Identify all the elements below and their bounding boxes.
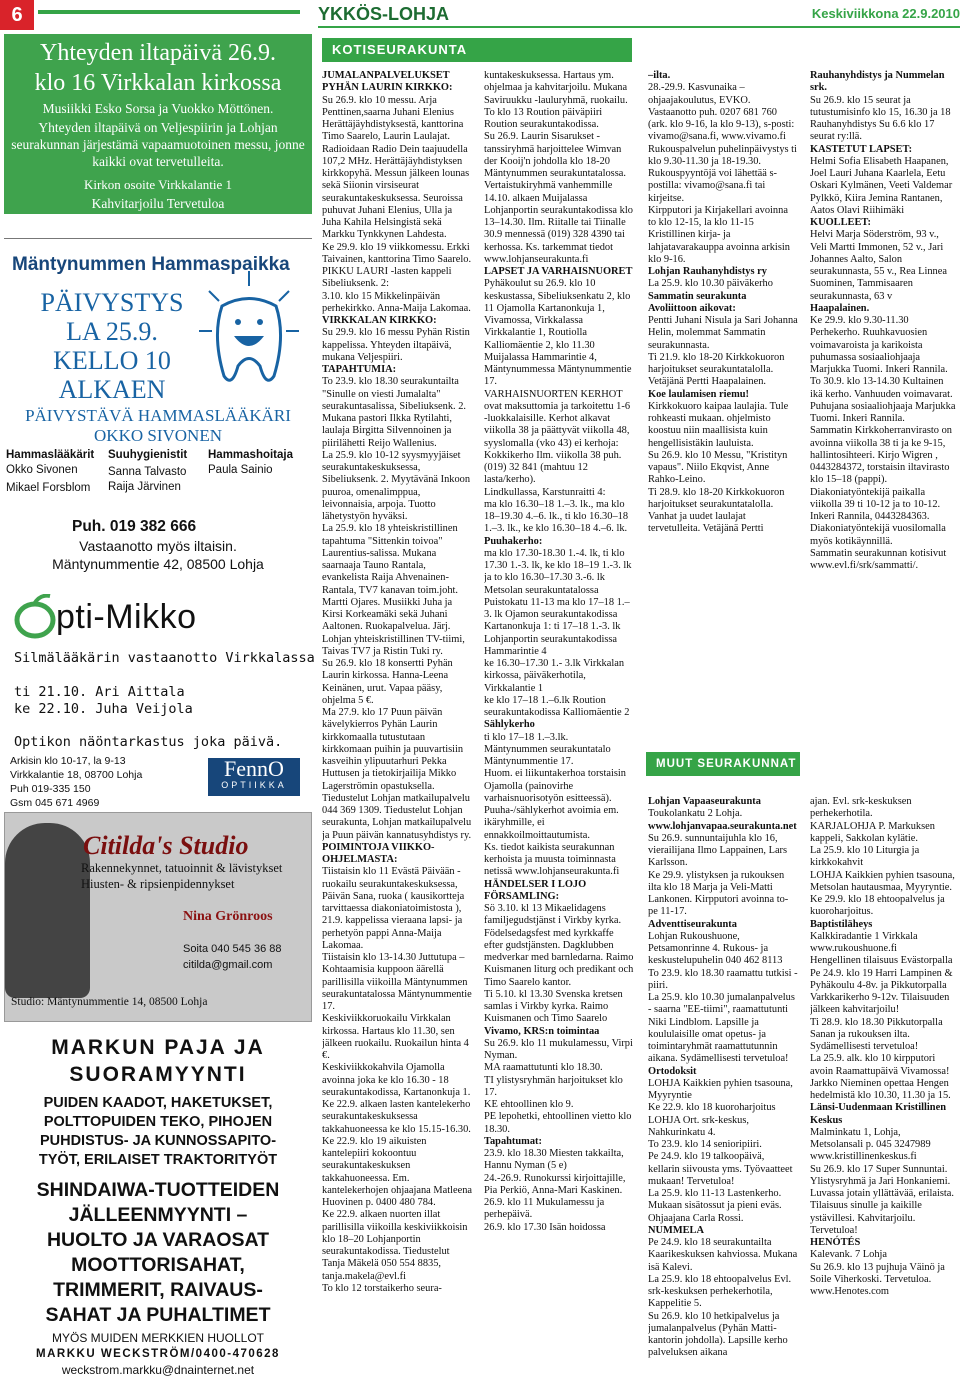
paja-contact: MARKKU WECKSTRÖM/0400-470628 <box>36 1348 280 1360</box>
meeting-addr-1: Kirkon osoite Virkkalantie 1 <box>83 177 233 192</box>
paragraph: Su 26.9. klo 18 konsertti Pyhän Laurin kirkossa. Hanna-Leena Keinänen, urut. Vapaa pääsy, ohjelma 5 €. <box>322 658 453 706</box>
meeting-music: Musiikki Esko Sorsa ja Vuokko Möttönen. <box>42 101 274 116</box>
paragraph: LOHJA Kaikkien pyhien tsasouna, Myyryntie <box>648 1077 793 1101</box>
paragraph: Pyhäkoulut su 26.9. klo 10 keskustassa, Sibeliuksenkatu 2, klo 11 Ojamolla Kartanonkuja 1, Vivamossa, Virkkalassa Virkkalantie 1, Routiolla Kalliomäentie 2, klo 11.30 Muijalassa Hammarintie 4, Mäntynummessa Mäntynummentie 17. <box>484 278 632 388</box>
studio-email: citilda@gmail.com <box>183 959 273 971</box>
paragraph: Lohjan Vapaaseurakunta <box>648 796 761 807</box>
opti-line-1: Silmälääkärin vastaanotto Virkkalassa <box>14 650 315 666</box>
paragraph: Keskiviikkoruokailu Virkkalan kirkossa. Hartaus klo 11.30, sen jälkeen ruokailu. Ruokailun hinta 4 €. <box>322 1013 469 1061</box>
paragraph: Rauhanyhdistys ja Nummelan srk. <box>810 70 945 94</box>
paragraph: Ke 22.9. alkaen nuorten illat parillisilla viikoilla keskiviikkoisin klo 18–20 Lohjanportin seurakuntakodissa. Tiedustelut Tanja Mäkelä 050 554 8835, tanja.makela@evl.fi <box>322 1209 468 1282</box>
paper-name: YKKÖS-LOHJA <box>318 4 450 24</box>
header-rule-right <box>318 26 960 28</box>
paragraph: Tiistaisin klo 11 Evästä Päivään -ruokailu seurakuntakeskuksessa, Päivän Sana, ruoka ( kausikorttejа tarvittaessa diakoniatoimistosta ), 21.9. kappelissa vieraana lapsi- ja perhetyön pappi Anna-Maija Lakomaa. <box>322 866 465 951</box>
paragraph: PYHÄN LAURIN KIRKKO: <box>322 82 453 94</box>
paja-email: weckstrom.markku@dnainternet.net <box>61 1363 255 1377</box>
studio-address: Studio: Mäntynummentie 14, 08500 Lohja <box>11 996 208 1008</box>
dental-evening: Vastaanotto myös iltaisin. <box>79 538 237 554</box>
studio-owner: Nina Grönroos <box>183 909 273 924</box>
opti-line-2: ti 21.10. Ari Aittala <box>14 684 185 700</box>
paragraph: La 25.9. klo 10.30 jumalanpalvelus - saarna "EE-tiimi", raamattutunti Niki Lindblom. Lapsille ja koululaisille omat opetus- ja toimintaryhmät raamattutunnin aikana. Sydämellisesti tervetuloa! <box>648 992 795 1065</box>
paja-service: TYÖT, ERILAISET TRAKTORITYÖT <box>38 1152 278 1168</box>
paragraph: TI ylistysryhmän harjoitukset klo 17. <box>484 1074 623 1098</box>
paragraph: Kristillinen kirja- ja lahjatavarakauppa avoinna arkisin klo 9-16. <box>648 229 790 265</box>
paragraph: Pe 24.9. klo 19 talkoopäivä, kellarin siivousta yms. Työvaatteet mukaan! Tervetuloa! <box>648 1151 793 1187</box>
paragraph: 24.-26.9. Runokurssi kirjoittajille, Pia Perkiö, Anna-Mari Kaskinen. <box>484 1172 626 1196</box>
hygienists <box>108 448 187 495</box>
meeting-addr-2: Kahvitarjoilu Tervetuloa <box>91 196 225 211</box>
dental-big-1: PÄIVYSTYS <box>40 288 184 317</box>
paja-product: JÄLLEENMYYNTI – <box>68 1204 248 1226</box>
paragraph: 26.9. klo 17.30 Isän hoidossa <box>484 1221 606 1233</box>
paragraph: ma klo 17.30-18.30 1.-4. lk, ti klo 17.30 1.-3. lk, ke klo 18–19 1.-3. lk ja to klo 16.30–17.30 3.-6. lk Metsolan seurakuntatalossa Puistokatu 11-13 ma klo 17–18 1.–3. lk Ojamon seurakuntakodissa Kartanonkuja 1: ti 17–18 1.-3. lk Lohjanportin seurakuntakodissa Hammarintie 4 <box>484 547 632 657</box>
paragraph: KUOLLEET: <box>810 217 872 228</box>
paragraph: Sählykerho <box>484 719 535 731</box>
paja-title-1: MARKUN PAJA JA <box>51 1036 265 1059</box>
paragraph: Su 26.9. klo 10 hetkipalvelus ja jumalanpalvelus (Pyhän Matti-kantorin johdolla). Lapsille kerho palveluksen aikana <box>648 1310 788 1359</box>
paragraph: To 23.9. klo 18.30 seurakuntailta "Sinulle on viesti Jumalalta" seurakuntasalissa, Sibeliuksenk. 2. Mukana pastori Ilkka Rytilahti, laulaja Birgitta Silvennoinen ja piirilähetti Reijo Wallenius. <box>322 376 467 449</box>
paragraph: Vivamo, KRS:n toimintaa <box>484 1025 600 1037</box>
paragraph: Ti 28.9. klo 18.30 Pikkutorpalla Sanan ja rukouksen ilta. Sydämellisesti tervetuloa! <box>810 1016 943 1052</box>
paragraph: 26.9. klo 11 Mukulamessu ja perhepäivä. <box>484 1197 605 1221</box>
paragraph: Ti 5.10. kl 13.30 Svenska kretsen samlas i Virkby kyrka. Raimo Kuismanen och Timo Saarelo <box>484 988 623 1025</box>
paragraph: La 25.9. klo 18 ehtoopalvelus Evl. srk-keskuksen perhekerhotila, Kappelitie 5. <box>648 1273 792 1310</box>
column-2 <box>484 70 634 1390</box>
paragraph: Ti 21.9. klo 18-20 Kirkkokuoron harjoitukset seurakuntatalolla. Vetäjänä Pertti Haapalainen. <box>648 351 785 388</box>
paragraph: Ke 29.9. klo 18 ehtoopalvelus ja kuoroharjoitus. <box>810 894 945 918</box>
paja-product: SHINDAIWA-TUOTTEIDEN <box>36 1179 280 1201</box>
dentist-name: Okko Sivonen <box>6 464 78 476</box>
paragraph: VARHAISNUORTEN KERHOT ovat maksuttomia ja tarkoitettu 1-6 -luokkalaisille. Kerhot alkavat viikolla 38 ja päättyvät viikolla 48, syyslomalla (vko 43) ei kerhoja: <box>484 388 631 449</box>
paragraph: Koe laulamisen riemu! <box>648 388 750 400</box>
column-1 <box>322 70 472 1390</box>
paragraph: Kalkkiradantie 1 Virkkala www.rukoushuone.fi <box>810 930 918 954</box>
dental-big-2: LA 25.9. <box>66 317 158 346</box>
paragraph: Su 26.9. klo 17 Super Sunnuntai. Ylistysryhmä ja Jari Honkaniemi. Luvassa jotain yllättävää, erilaista. Tilaisuus sinulle ja kaikille ystävillesi. Kahvitarjoilu. Tervetuloa! <box>810 1163 954 1236</box>
paragraph: Haapalainen. <box>810 302 870 314</box>
paragraph: La 25.9. klo 11-13 Lastenkerho. Mukaan sisätossut ja pieni eväs. Ohjaajana Carla Rossi. <box>648 1188 782 1224</box>
paragraph: Ke 29.9. ylistyksen ja rukouksen ilta klo 18 Marja ja Veli-Matti Lankonen. Kirpputori avoinna to-pe 11-17. <box>648 869 789 918</box>
dentists-heading: Hammaslääkärit <box>6 449 95 461</box>
paragraph: Avoliittoon aikovat: <box>648 302 736 314</box>
paragraph: Ke 29.9. klo 9.30-11.30 Perhekerho. Ruuhkavuosien voimavaroista ja karikoista puhumassa sosiaaliohjaaja Marjukka Tuomi. Inkeri Rannila. <box>810 315 948 375</box>
paragraph: Kirkkokuoro kaipaa laulajia. Tule rohkeasti mukaan. ohjelmisto koostuu niin maallisista kuin hengellisistäkin lauluista. <box>648 400 789 449</box>
paragraph: Rukouspalvelun puhelinpäivystys ti klo 9.30-11.30 ja 18-19.30. Rukouspyyntöjä voi lähettää s-postilla: vivamo@sana.fi tai kirjeitse. <box>648 143 797 204</box>
hygienist-name: Raija Järvinen <box>108 481 181 493</box>
paragraph: PE lepohetki, ehtoollinen vietto klo 18.30. <box>484 1111 632 1135</box>
header-rule-left <box>38 10 300 14</box>
paragraph: POIMINTOJA VIIKKO-OHJELMASTA: <box>322 841 435 865</box>
fenno-sub: OPTIIKKA <box>221 780 287 790</box>
paragraph: Helmi Sofia Elisabeth Haapanen, Joel Lauri Juhana Kaarlela, Eetu Oskari Kylmänen, Veeti Valdemar Pylkkö, Kiira Jemina Rantanen, Aatos Olavi Riihimäki <box>810 155 953 216</box>
paragraph: Lohjan Rauhanyhdistys ry <box>648 266 767 277</box>
studio-desc-2: Hiusten- & ripsienpidennykset <box>81 877 235 891</box>
dental-name: Mäntynummen Hammaspaikka <box>12 254 290 275</box>
paja-product: SAHAT JA PUHALTIMET <box>45 1304 271 1326</box>
paragraph: ti klo 17–18 1.–3.lk. Mäntynummen seurakuntatalo Mäntynummentie 17. <box>484 731 611 767</box>
paja-product: TRIMMERIT, RAIVAUS- <box>53 1279 263 1301</box>
paragraph: Tapahtumat: <box>484 1135 542 1147</box>
opti-gsm: Gsm 045 671 4969 <box>10 797 100 809</box>
paragraph: Ke 22.9. klo 18 kuoroharjoitus LOHJA Ort. srk-keskus, Nahkurinkatu 4. <box>648 1102 776 1138</box>
dental-big-4: ALKAEN <box>58 375 166 404</box>
paja-product: HUOLTO JA VARAOSAT <box>46 1229 270 1251</box>
paja-other-brands: MYÖS MUIDEN MERKKIEN HUOLLOT <box>51 1331 265 1345</box>
paragraph: ajan. Evl. srk-keskuksen perhekerhotila. <box>810 796 912 820</box>
paragraph: Ti 28.9. klo 18-20 Kirkkokuoron harjoitukset seurakuntatalolla. Vanhat ja uudet laulajat tervetulleita. Vetäjänä Pertti <box>648 486 785 535</box>
dental-sub-1: PÄIVYSTÄVÄ HAMMASLÄÄKÄRI <box>25 406 291 425</box>
studio-phone: Soita 040 545 36 88 <box>183 943 282 955</box>
paja-service: PUHDISTUS- JA KUNNOSSAPITO- <box>39 1133 277 1149</box>
paragraph: Kalevank. 7 Lohja <box>810 1249 888 1261</box>
paja-ad <box>4 1026 312 1394</box>
paja-title-2: SUORAMYYNTI <box>69 1063 247 1086</box>
paragraph: NUMMELA <box>648 1224 704 1236</box>
hygienist-name: Sanna Talvasto <box>108 466 187 478</box>
dental-address: Mäntynummentie 42, 08500 Lohja <box>52 556 264 572</box>
paragraph: Länsi-Uudenmaan Kristillinen Keskus <box>810 1102 946 1126</box>
paragraph: Adventtiseurakunta <box>648 918 737 930</box>
paragraph: To 23.9. klo 14 senioripiiri. <box>648 1139 762 1150</box>
paja-service: PUIDEN KAADOT, HAKETUKSET, <box>43 1095 273 1111</box>
column-3-bottom <box>648 796 798 1392</box>
paragraph: Toukolankatu 2 Lohja. <box>648 808 743 820</box>
paragraph: Sammatin seurakunnan kotisivut www.evl.fi/srk/sammatti/. <box>810 547 947 571</box>
paragraph: KARJALOHJA P. Markuksen kappeli, Sakkolan kylätie. <box>810 820 935 844</box>
paragraph: Sö 3.10. kl 13 Mikaelidagens familjegudstjänst i Virkby kyrka. Födelsedagsfest med kyrkkaffe efter gudstjänsten. Dagklubben medverkar med barnledarna. Raimo Kuismanen liturg och predikant och Timo Saarelo kantor. <box>484 903 634 988</box>
paragraph: ke klo 17–18 1.–6.lk Roution seurakuntakodissa Kalliomäentie 2 <box>484 694 630 718</box>
paragraph: LAPSET JA VARHAISNUORET <box>484 266 633 277</box>
paragraph: Keskiviikkokahvila Ojamolla avoinna joka ke klo 16.30 - 18 seurakuntakodissa, Kartanonkuja 1. <box>322 1062 471 1098</box>
paragraph: La 25.9. alk. klo 10 kirpputori avoin Raamattupäivä Vivamossa! Jarkko Nieminen opettaa Hengen hedelmistä klo 10.30, 11.30 ja 15. <box>810 1053 951 1101</box>
opti-ad <box>4 580 315 810</box>
paragraph: Su 26.9. sunnuntaijuhla klo 16, vierailijana Ilmo Lappainen, Lars Karlsson. <box>648 832 788 869</box>
paragraph: La 25.9. klo 18 yhteiskristillinen tapahtuma "Sittenkin toivoa" Laurentius-salissa. Mukana saarnaaja Tauno Rantala, evankelista Raija Ahvenainen-Rantala, TV7 kanavan toim.joht. Martti Ojares. Musiikki Juha ja Kirsi Korkeamäki sekä Juhani Aaltonen. Ruokapalvelua. Järj. Lohjan yhteiskristillinen TV-tiimi, Taivas TV7 ja Ristin Tuki ry. <box>322 523 465 657</box>
paragraph: Malminkatu 1, Lohja, Metsolansali p. 045 3247989 www.kristillinenkeskus.fi <box>810 1126 931 1163</box>
paragraph: Huom. ei liikuntakerhoa torstaisin Ojamolla (painovirhe varhaisnuorisotyön esitteessä). Puuha-/sählykerhot avoimia em. ikäryhmille, ei ennakkoilmoittautumista. <box>484 768 626 841</box>
paragraph: Lindkullassa, Karstunraitti 4: <box>484 486 606 498</box>
paragraph: Tiistaisin klo 13-14.30 Juttutupa – Kohtaamisia kuppoon äärellä parillisilla viikoilla Mäntynummen seurakuntatalossa Mäntynummentie 17. <box>322 952 472 1012</box>
dental-sub-2: OKKO SIVONEN <box>94 426 222 445</box>
paragraph: Su 26.9. klo 10 messu. Arja Penttinen,saarna Juhani Elenius Herättäjäyhdistyksestä, kanttorina Timo Saarelo, Laurin Laulajat. Radioidaan Radio Dein taajuudella 107,2 MHz. Herättäjäyhdistyksen kirkkopyhä. Messun jälkeen lounas sekä Siionin virsiseurat seurakuntakeskuksessa. Seuroissa puhuvat Juhani Elenius, Ulla ja Juha Kahila Helsingistä sekä Markku Tynkkynen Lahdesta. <box>322 94 470 241</box>
paragraph: Su 26.9. klo 10 Messu, "Kristityn vapaus". Niilo Ekqvist, Anne Rahko-Leino. <box>648 449 788 486</box>
meeting-title-1: Yhteyden iltapäivä 26.9. <box>40 40 276 66</box>
fenno-name: FennO <box>224 756 284 781</box>
paragraph: Vertaistukiryhmä vanhemmille 14.10. alkaen Muijalassa Lohjanportin seurakuntakodissa klo 13–14.30. Ilm. Riitalle tai Tiinalle 30.9 mennessä (019) 328 4390 tai kerhossa. Ks. tarkemmat tiedot www.lohjanseurakunta.fi <box>484 180 633 265</box>
paragraph: Pentti Juhani Nisula ja Sari Johanna Helin, molemmat Sammatin seurakunnasta. <box>648 315 798 351</box>
page-number: 6 <box>0 0 34 30</box>
paragraph: Su 26.9. klo 15 seurat ja tutustumisinfo klo 15, 16.30 ja 18 Rauhanyhdistys Su 6.6 klo 17 seurat ry:llä. <box>810 94 951 143</box>
paragraph: –ilta. <box>648 70 671 81</box>
dentist-name: Mikael Forsblom <box>6 482 91 494</box>
paragraph: Baptistiläheys <box>810 918 873 930</box>
paragraph: TAPAHTUMIA: <box>322 364 397 375</box>
paragraph: Helvi Marja Söderström, 93 v., Veli Martti Immonen, 52 v., Jari Johannes Aalto, Salon seurakunnasta, 55 v., Rea Linnea Suominen, Tammisaaren seurakunnasta, 63 v <box>810 229 947 302</box>
paragraph: MA raamattutunti klo 18.30. <box>484 1062 603 1074</box>
dental-headline <box>22 288 202 404</box>
paragraph: Ks. tiedot kaikista seurakunnan kerhoista ja muusta toiminnasta netissä www.lohjanseurakunta.fi <box>484 841 620 878</box>
paragraph: Hengellinen tilaisuus Evästorpalla Pe 24.9. klo 19 Harri Lampinen & Pyhäkoulu 4-8v. ja Pikkutorpalla Varkkarikerho 9-12v. Tilaisuuden jälkeen kahvitarjoilu! <box>810 955 953 1016</box>
paragraph: 3.10. klo 15 Mikkelinpäivän perhekirkko. Anna-Maija Lakomaa. <box>322 290 471 314</box>
paja-service: POLTTOPUIDEN TEKO, PIHOJEN <box>43 1114 273 1130</box>
paragraph: Su 29.9. klo 16 messu Pyhän Ristin kappelissa. Yhteyden iltapäivä, mukana Veljespiiri. <box>322 327 470 363</box>
studio-title: Citilda's Studio <box>83 831 249 860</box>
meeting-title-2: klo 16 Virkkalan kirkossa <box>34 70 282 96</box>
dental-subline <box>4 406 312 446</box>
meeting-ad <box>4 34 312 214</box>
paragraph: VIRKKALAN KIRKKO: <box>322 315 437 326</box>
paragraph: LOHJA Kaikkien pyhien tsasouna, Metsolan hautausmaa, Myyryntie. <box>810 869 955 893</box>
paragraph: Vastaanotto puh. 0207 681 760 (ark. klo 9-16, la klo 9-13), s-posti: vivamo@sana.fi, www.vivamo.fi <box>648 106 795 143</box>
paragraph: www.lohjanvapaa.seurakunta.net <box>648 820 797 832</box>
paragraph: Sammatin Kirkkoherranvirasto on avoinna viikolla 38 ti ja ke 9-15, hallintosihteeri. Kirjo Wigren , 0443284372, torstaisin iltavirasto klo 15–18 (pappi). Diakoniatyöntekijä paikalla viikolla 39 ti 10-12 ja to 10-12. Inkeri Rannila, 0443284363. Diakoniatyöntekijä vuosilomalla myös kotikäynnillä. <box>810 425 952 547</box>
paragraph: La 25.9. klo 10-12 syysmyyjäiset seurakuntakeskuksessa, Sibeliuksenk. 2. Myytävänä Inkoon puuroa, omenalimppua, leivonnaisia, arpoja. Tuotto lähetystyön hyväksi. <box>322 449 471 522</box>
tooth-icon <box>194 266 304 396</box>
paragraph: Su 26.9. klo 13 pujhuja Väinö ja Soile Viherkoski. Tervetuloa. www.Henotes.com <box>810 1261 945 1297</box>
opti-phone: Puh 019-335 150 <box>10 783 91 795</box>
opti-logo-text: pti-Mikko <box>56 598 197 636</box>
paragraph: Ke 22.9. alkaen lasten kantelekerho seurakuntakeskuksessa takkahuoneessa ke klo 15.15-16.30. <box>322 1099 471 1135</box>
paragraph: To 30.9. klo 13-14.30 Kultainen ikä kerho. Vanhuuden voimavarat. Puhujana sosiaaliohjaaja Marjukka Tuomi. Inkeri Rannila. <box>810 376 956 424</box>
paragraph: ma klo 16.30–18 1.–3. lk., ma klo 18–19.30 4.–6. lk., ti klo 16.30–18 1.–3. lk., ke klo 16.30–18 4.–6. lk. <box>484 498 629 535</box>
studio-desc-1: Rakennekynnet, tatuoinnit & lävistykset <box>81 861 283 875</box>
paragraph: Puuhakerho: <box>484 535 543 547</box>
dental-ad <box>4 236 312 576</box>
paja-product: MOOTTORISAHAT, <box>71 1254 245 1276</box>
paragraph: Pe 24.9. klo 18 seurakuntailta Kaarikeskuksen kahviossa. Mukana isä Kalevi. <box>648 1237 798 1273</box>
paragraph: Kirpputori ja Kirjakellari avoinna to klo 12-15, la klo 11-15 <box>648 204 788 228</box>
nurses-heading: Hammashoitaja <box>208 449 294 461</box>
column-4-top <box>810 70 956 746</box>
hygienists-heading: Suuhygienistit <box>108 449 188 461</box>
paragraph: Ortodoksit <box>648 1065 697 1077</box>
paragraph: To 23.9. klo 18.30 raamattu tutkisi -piiri. <box>648 967 798 991</box>
fenno-logo <box>208 758 300 796</box>
paragraph: To klo 12 torstaikerho seura- <box>322 1282 442 1294</box>
paragraph: ke 16.30–17.30 1.- 3.lk Virkkalan kirkossa, päiväkerhotila, Virkkalantie 1 <box>484 658 625 694</box>
paragraph: JUMALANPALVELUKSET <box>322 70 450 81</box>
paragraph: Ke 22.9. klo 19 aikuisten kantelepiiri kokoontuu seurakuntakeskuksen takkahuoneessa. Em. kantelekerhojen ohjaajana Matleena Huovinen p. 0400 480 784. <box>322 1135 472 1208</box>
paragraph: Su 26.9. klo 11 mukulamessu, Virpi Nyman. <box>484 1037 633 1061</box>
dental-big-3: KELLO 10 <box>53 346 171 375</box>
paragraph: HENÓTÉS <box>810 1237 861 1248</box>
paragraph: La 25.9. klo 10.30 päiväkerho <box>648 278 773 290</box>
paragraph: Sammatin seurakunta <box>648 290 747 302</box>
issue-date: Keskiviikkona 22.9.2010 <box>811 6 960 21</box>
paragraph: Ma 27.9. klo 17 Puun päivän kävelykierros Pyhän Laurin kirkkomaalla tutustutaan kirkkomaan puihin ja puuvartisiin kasveihin ylipuutarhuri Pekka Huttusen ja tietokirjailija Mikko Lagerströmin opastuksella. Tiedustelut Lohjan matkailupalvelu 044 369 1309. Tiedustelut Lohjan seurakunta, Lohjan matkailupalvelu ja Puun päivän kannatusyhdistys ry. <box>322 707 472 841</box>
nurses <box>208 448 293 478</box>
paragraph: Lohjan Rukoushuone, Petsamonrinne 4. Rukous- ja keskustelupuhelin 040 462 8113 <box>648 930 783 967</box>
studio-ad <box>4 812 312 1022</box>
opti-address: Virkkalantie 18, 08700 Lohja <box>10 769 143 781</box>
meeting-desc: Yhteyden iltapäivä on Veljespiirin ja Lohjan seurakunnan järjestämä vapaamuotoinen messu, jonne kaikki ovat tervetulleita. <box>11 120 305 169</box>
paragraph: To klo 13 Roution päiväpiiri Roution seurakuntakodissa. <box>484 106 603 130</box>
opti-hours: Arkisin klo 10-17, la 9-13 <box>10 755 126 767</box>
paragraph: HÄNDELSER I LOJO FÖRSAMLING: <box>484 878 587 902</box>
paragraph: Ke 29.9. klo 19 viikkomessu. Erkki Taivainen, kanttorina Timo Saarelo. <box>322 241 472 265</box>
opti-line-4: Optikon näöntarkastus joka päivä. <box>14 734 283 750</box>
column-3-top <box>648 70 798 746</box>
section-muut: MUUT SEURAKUNNAT <box>646 752 800 776</box>
paragraph: Su 26.9. Laurin Sisarukset -tanssiryhmä harjoittelee Wimvan der Kooij'n johdolla klo 18-20 Mäntynummen seurakuntatalossa. <box>484 131 626 179</box>
paragraph: Kokkikerho Ilm. viikolla 38 puh. (019) 32 841 (mahtuu 12 lasta/kerho). <box>484 449 622 486</box>
opti-logo-icon <box>10 594 60 640</box>
dentists <box>6 448 94 496</box>
nurse-name: Paula Sainio <box>208 464 273 476</box>
dental-top-rule <box>4 238 312 239</box>
skull-illustration <box>5 823 90 998</box>
section-kotiseurakunta: KOTISEURAKUNTA <box>322 38 632 62</box>
paragraph: KE ehtoollinen klo 9. <box>484 1099 574 1110</box>
paragraph: La 25.9. klo 10 Liturgia ja kirkkokahvit <box>810 845 920 869</box>
paragraph: PIKKU LAURI -lasten kappeli Sibeliuksenk. 2: <box>322 266 452 290</box>
paragraph: kuntakeskuksessa. Hartaus ym. ohjelmaa ja kahvitarjoilu. Mukana Saviruukku -lauluryhmä, ruokailu. <box>484 70 628 106</box>
dental-phone: Puh. 019 382 666 <box>72 518 197 535</box>
paragraph: 23.9. klo 18.30 Miesten takkailta, Hannu Nyman (5 e) <box>484 1148 624 1172</box>
column-4-bottom <box>810 796 956 1392</box>
paragraph: KASTETUT LAPSET: <box>810 143 913 155</box>
paragraph: 28.-29.9. Kasvunaika –ohjaajakoulutus, EVKO. <box>648 82 751 106</box>
opti-line-3: ke 22.10. Juha Veijola <box>14 701 193 717</box>
